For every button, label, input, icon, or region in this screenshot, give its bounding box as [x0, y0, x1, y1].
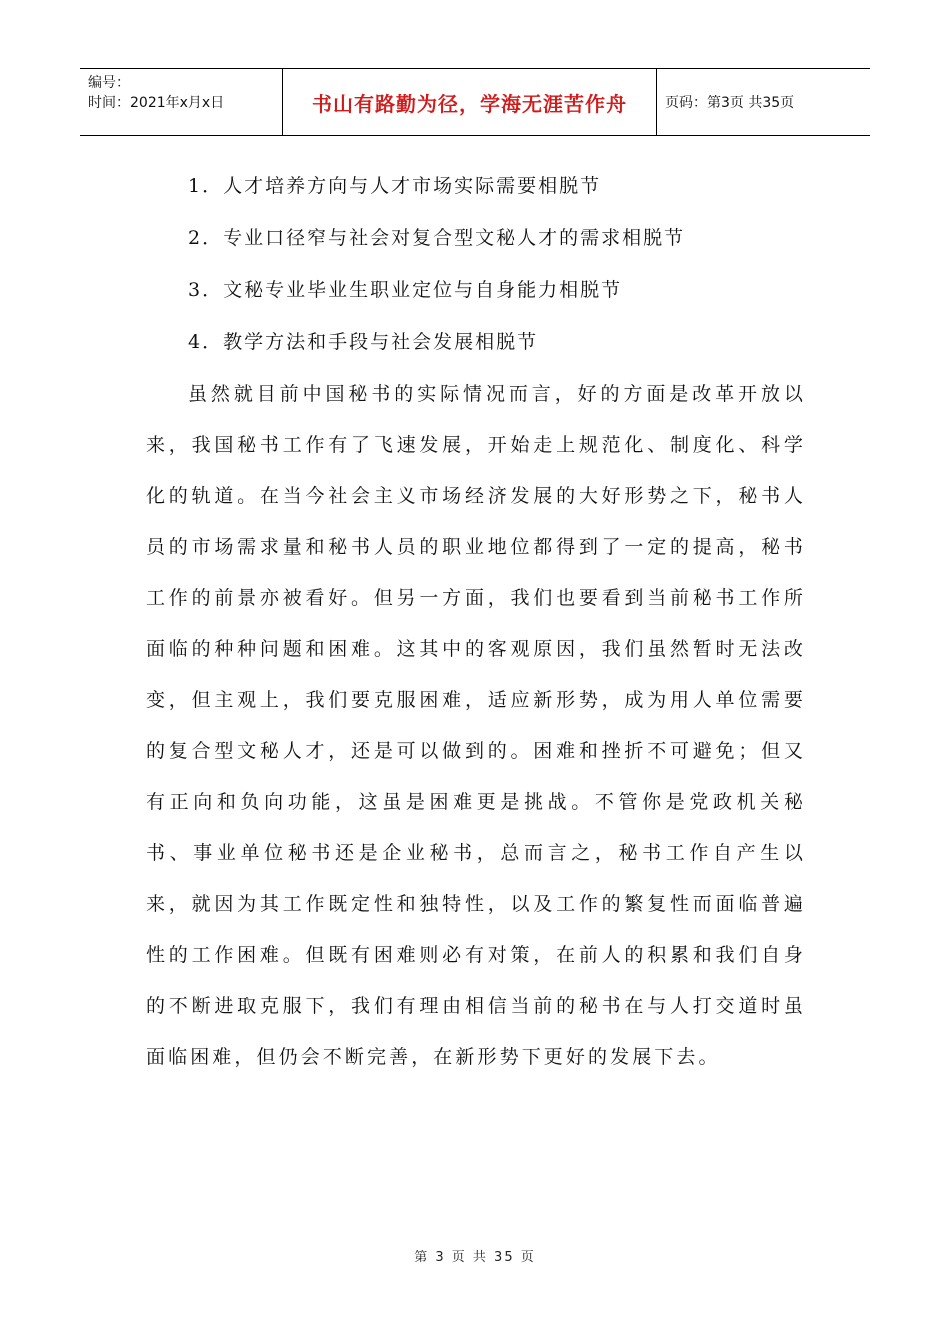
page-footer	[0, 1246, 950, 1265]
document-header	[80, 68, 870, 136]
header-meta-cell	[80, 69, 283, 135]
list-item: 1．人才培养方向与人才市场实际需要相脱节	[188, 175, 602, 197]
body-paragraph: 虽然就目前中国秘书的实际情况而言，好的方面是改革开放以来，我国秘书工作有了飞速发展，开始走上规范化、制度化、科学化的轨道。在当今社会主义市场经济发展的大好形势之下，秘书人员的市场需求量和秘书人员的职业地位都得到了一定的提高，秘书工作的前景亦被看好。但另一方面，我们也要看到当前秘书工作所面临的种种问题和困难。这其中的客观原因，我们虽然暂时无法改变，但主观上，我们要克服困难，适应新形势，成为用人单位需要的复合型文秘人才，还是可以做到的。困难和挫折不可避免；但又有正向和负向功能，这虽是困难更是挑战。不管你是党政机关秘书、事业单位秘书还是企业秘书，总而言之，秘书工作自产生以来，就因为其工作既定性和独特性，以及工作的繁复性而面临普遍性的工作困难。但既有困难则必有对策，在前人的积累和我们自身的不断进取克服下，我们有理由相信当前的秘书在与人打交道时虽面临困难，但仍会不断完善，在新形势下更好的发展下去。	[146, 383, 806, 1068]
document-number-label: 编号：	[88, 75, 130, 91]
header-page-info: 页码：第3页 共35页	[665, 95, 795, 111]
header-motto-cell	[283, 69, 657, 135]
list-item: 4．教学方法和手段与社会发展相脱节	[188, 331, 539, 353]
list-item: 2．专业口径窄与社会对复合型文秘人才的需求相脱节	[188, 227, 686, 249]
document-body	[146, 160, 806, 1083]
list-item: 3．文秘专业毕业生职业定位与自身能力相脱节	[188, 279, 623, 301]
footer-page-number: 第 3 页 共 35 页	[414, 1250, 536, 1265]
document-time-label: 时间：2021年x月x日	[88, 95, 225, 111]
header-motto: 书山有路勤为径，学海无涯苦作舟	[312, 91, 627, 116]
header-page-cell	[657, 69, 870, 135]
